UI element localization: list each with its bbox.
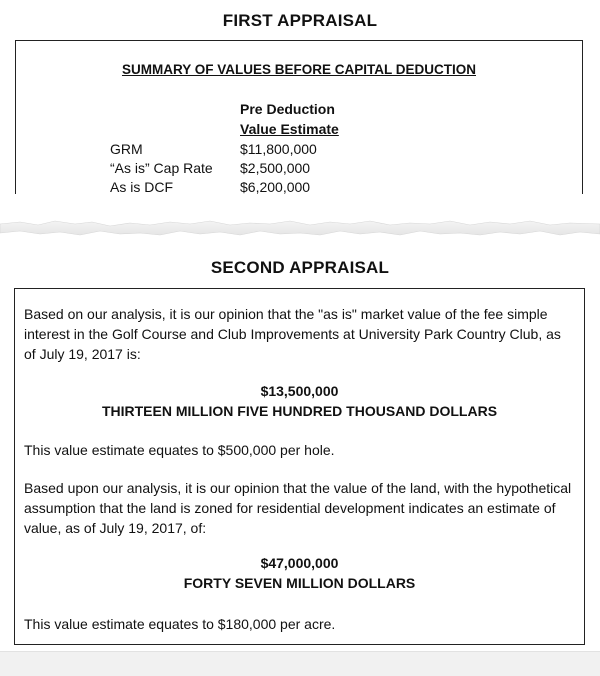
per-hole-paragraph: This value estimate equates to $500,000 per hole. — [24, 442, 335, 458]
land-value-amount: $47,000,000 — [260, 555, 339, 571]
column-header-pre-deduction: Pre Deduction — [240, 101, 335, 117]
torn-edge-shadow — [0, 221, 600, 235]
second-appraisal-title: SECOND APPRAISAL — [210, 258, 390, 277]
row-label: “As is” Cap Rate — [110, 160, 213, 176]
analysis-paragraph-golf-course: Based on our analysis, it is our opinion that the "as is" market value of the fee simple interest in the Golf Course and Club Improvements at University Park Country Club, as of July 19, 2017 is: — [24, 306, 561, 362]
row-label: GRM — [110, 141, 143, 157]
first-appraisal-title: FIRST APPRAISAL — [222, 11, 378, 30]
analysis-paragraph-land: Based upon our analysis, it is our opinion that the value of the land, with the hypothetical assumption that the land is zoned for residential development indicates an estimate of value, as of July 19, 2017, of: — [24, 480, 572, 536]
golf-course-value-amount: $13,500,000 — [260, 383, 339, 399]
value-row-grm — [16, 141, 576, 161]
first-appraisal-box — [15, 40, 583, 194]
torn-paper-divider — [0, 212, 600, 242]
land-value-words: FORTY SEVEN MILLION DOLLARS — [183, 575, 416, 591]
value-row-cap-rate — [16, 160, 576, 180]
value-row-dcf — [16, 179, 576, 199]
row-value: $11,800,000 — [240, 141, 317, 157]
second-appraisal-box — [14, 288, 585, 645]
column-header-value-estimate: Value Estimate — [240, 121, 339, 137]
row-value: $6,200,000 — [240, 179, 311, 195]
summary-heading: SUMMARY OF VALUES BEFORE CAPITAL DEDUCTION — [121, 62, 476, 77]
row-label: As is DCF — [110, 179, 173, 195]
per-acre-paragraph: This value estimate equates to $180,000 per acre. — [24, 616, 336, 632]
row-value: $2,500,000 — [240, 160, 311, 176]
page-bottom-bar — [0, 651, 600, 676]
golf-course-value-words: THIRTEEN MILLION FIVE HUNDRED THOUSAND DOLLARS — [101, 403, 498, 419]
